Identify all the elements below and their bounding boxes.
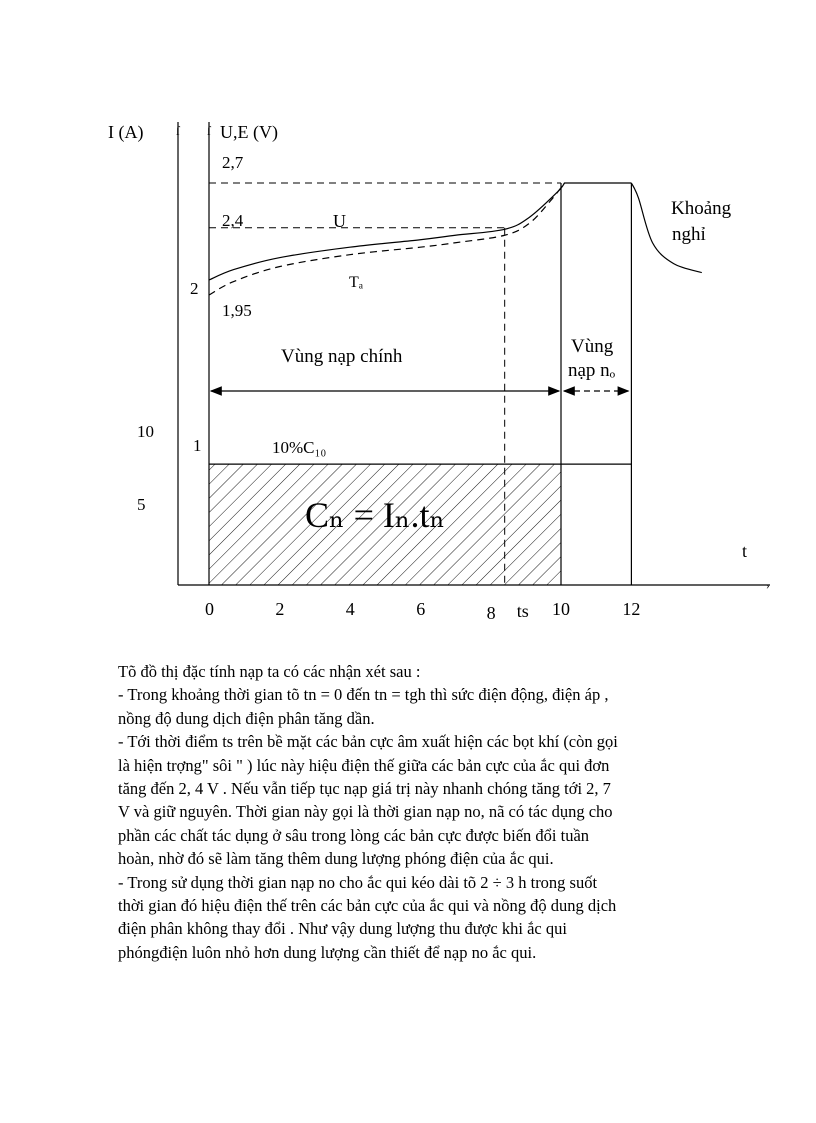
voltage-curve-u [209, 183, 631, 280]
observations-text [118, 660, 708, 964]
current-axis-label: I (A) [108, 122, 144, 142]
charging-current-label: 10%C₁₀ [272, 438, 327, 457]
paragraph-3-line-1: - Trong sử dụng thời gian nạp no cho ắc qui kéo dài tõ 2 ÷ 3 h trong suốt [118, 872, 598, 892]
x-tick-label: ts [516, 601, 529, 621]
rest-period-label-line2: nghỉ [672, 224, 706, 245]
curve-label-u: U [333, 211, 346, 231]
x-tick-label: 6 [416, 599, 426, 619]
rest-period-label-line1: Khoảng [671, 198, 732, 219]
current-axis-arrow-icon: ſ [176, 123, 180, 138]
x-tick-label: 8 [486, 603, 496, 623]
paragraph-2-line-5: phần các chất tác dụng ở sâu trong lòng các bản cực được biến đổi tuần [118, 825, 590, 845]
voltage-axis-label: U,E (V) [220, 122, 278, 142]
time-axis-label: t [742, 541, 748, 561]
main-charging-region-label: Vùng nạp chính [281, 346, 403, 367]
extra-charging-region-label-line1: Vùng [571, 336, 614, 357]
paragraph-2-line-4: V và giữ nguyên. Thời gian này gọi là thời gian nạp no, nã có tác dụng cho [118, 802, 613, 822]
voltage-tick-2-7: 2,7 [222, 153, 244, 172]
paragraph-2-line-2: là hiện trợng" sôi " ) lúc này hiệu điện thế giữa các bản cực của ắc qui đơn [118, 755, 610, 775]
intro-line: Tõ đồ thị đặc tính nạp ta có các nhận xét sau : [118, 662, 421, 681]
paragraph-3-line-3: điện phân không thay đổi . Như vậy dung lượng thu được khi ắc qui [118, 919, 567, 939]
paragraph-3-line-4: phóngđiện luôn nhỏ hơn dung lượng cần thiết để nạp no ắc qui. [118, 942, 537, 962]
paragraph-2-line-3: tăng đến 2, 4 V . Nếu vẫn tiếp tục nạp giá trị này nhanh chóng tăng tới 2, 7 [118, 779, 611, 799]
paragraph-1-line-2: nồng độ dung dịch điện phân tăng dần. [118, 708, 375, 728]
paragraph-3-line-2: thời gian đó hiệu điện thế trên các bản cực của ắc qui và nồng độ dung dịch [118, 896, 617, 916]
x-tick-label: 0 [205, 599, 214, 619]
paragraph-1-line-1: - Trong khoảng thời gian tõ tn = 0 đến tn = tgh thì sức điện động, điện áp , [118, 685, 609, 705]
x-tick-label: 2 [275, 599, 285, 619]
current-tick-5: 5 [137, 495, 146, 514]
time-axis-arrow-icon: › [766, 580, 770, 592]
voltage-tick-2-4: 2,4 [222, 211, 244, 230]
paragraph-2-line-1: - Tới thời điểm ts trên bề mặt các bản cực âm xuất hiện các bọt khí (còn gọi [118, 732, 618, 752]
curve-label-ta: Tₐ [349, 274, 364, 291]
x-tick-label: 12 [622, 599, 641, 619]
emf-curve-ta [209, 183, 565, 295]
voltage-tick-1-95: 1,95 [222, 301, 252, 320]
current-tick-10: 10 [137, 422, 154, 441]
paragraph-2-line-6: hoàn, nhờ đó sẽ làm tăng thêm dung lượng phóng điện của ắc qui. [118, 849, 554, 869]
x-tick-label: 4 [345, 599, 355, 619]
capacity-formula: Cₙ = Iₙ.tₙ [305, 495, 446, 535]
voltage-axis-arrow-icon: ſ [207, 123, 211, 138]
x-tick-label: 10 [552, 599, 570, 619]
voltage-axis-tick-1: 1 [193, 436, 202, 455]
extra-charging-region-label-line2: nạp nₒ [568, 360, 616, 381]
voltage-tick-2: 2 [190, 279, 199, 298]
